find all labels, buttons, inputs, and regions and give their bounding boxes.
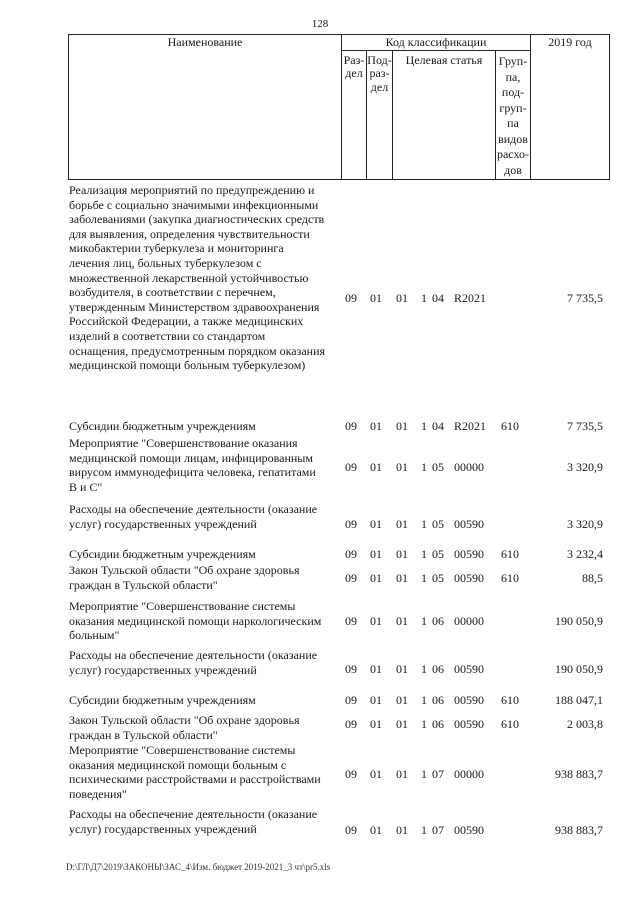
row-name-line: В и С" xyxy=(69,479,103,494)
header-top-border xyxy=(68,34,609,35)
code-razdel: 09 xyxy=(345,419,357,433)
code-event: 07 xyxy=(432,823,444,837)
code-subprogram: 1 xyxy=(421,517,427,531)
row-amount: 938 883,7 xyxy=(555,767,603,781)
row-amount: 190 050,9 xyxy=(555,662,603,676)
row-name xyxy=(69,743,344,801)
code-program: 01 xyxy=(396,614,408,628)
code-podrazdel: 01 xyxy=(370,823,382,837)
code-subprogram: 1 xyxy=(421,571,427,585)
row-name-line: услуг) государственных учреждений xyxy=(69,821,257,836)
code-razdel: 09 xyxy=(345,693,357,707)
row-name-line: услуг) государственных учреждений xyxy=(69,516,257,531)
row-name-line: оказания медицинской помощи больным с xyxy=(69,757,287,772)
code-program: 01 xyxy=(396,767,408,781)
row-name-line: утвержденным Министерством здравоохранения xyxy=(69,299,320,314)
row-name xyxy=(69,502,344,531)
code-program: 01 xyxy=(396,291,408,305)
row-name-line: Расходы на обеспечение деятельности (оказание xyxy=(69,807,318,821)
header-bottom-border xyxy=(68,179,609,180)
header-classification: Код классификации xyxy=(385,35,487,49)
code-razdel: 09 xyxy=(345,662,357,676)
code-program: 01 xyxy=(396,717,408,731)
row-name-line: Расходы на обеспечение деятельности (оказание xyxy=(69,502,318,516)
row-name xyxy=(69,807,344,836)
row-name xyxy=(69,599,344,643)
code-event: 05 xyxy=(432,547,444,561)
header-target-article: Целевая статья xyxy=(405,53,483,67)
code-subprogram: 1 xyxy=(421,291,427,305)
code-podrazdel: 01 xyxy=(370,419,382,433)
row-name-line: борьбе с социально значимыми инфекционными xyxy=(69,197,319,212)
row-name-line: множественной лекарственной устойчивостью xyxy=(69,270,309,285)
code-razdel: 09 xyxy=(345,823,357,837)
row-amount: 190 050,9 xyxy=(555,614,603,628)
code-subprogram: 1 xyxy=(421,419,427,433)
header-vline xyxy=(68,34,69,180)
code-razdel: 09 xyxy=(345,460,357,474)
row-name xyxy=(69,648,344,677)
code-event: 06 xyxy=(432,717,444,731)
code-podrazdel: 01 xyxy=(370,693,382,707)
code-event: 04 xyxy=(432,419,444,433)
header-vline xyxy=(392,50,393,180)
code-program: 01 xyxy=(396,419,408,433)
row-name-line: Закон Тульской области "Об охране здоровья xyxy=(69,713,300,727)
code-direction: 00000 xyxy=(454,614,484,628)
file-path-footer: D:\ГЛ\Д7\2019\ЗАКОНЫ\ЗАС_4\Изм. бюджет 2019-2021_3 чт\pr5.xls xyxy=(66,862,331,872)
code-podrazdel: 01 xyxy=(370,547,382,561)
code-direction: 00590 xyxy=(454,717,484,731)
row-name-line: граждан в Тульской области" xyxy=(69,577,218,592)
row-name-line: больным" xyxy=(69,628,120,643)
row-name xyxy=(69,419,344,434)
code-direction: 00590 xyxy=(454,571,484,585)
row-name-line: Расходы на обеспечение деятельности (оказание xyxy=(69,648,318,662)
code-program: 01 xyxy=(396,693,408,707)
row-name-line: изделий в соответствии со стандартом xyxy=(69,328,266,343)
code-direction: R2021 xyxy=(454,419,487,433)
code-direction: 00590 xyxy=(454,547,484,561)
header-razdel: Раз- дел xyxy=(343,53,365,81)
code-event: 04 xyxy=(432,291,444,305)
row-name-line: оснащения, предусмотренным порядком оказания xyxy=(69,343,326,358)
code-program: 01 xyxy=(396,517,408,531)
header-sub-border xyxy=(341,50,530,51)
row-name xyxy=(69,183,344,373)
code-subprogram: 1 xyxy=(421,717,427,731)
code-expense-type: 610 xyxy=(501,571,519,585)
code-event: 05 xyxy=(432,517,444,531)
row-name-line: Субсидии бюджетным учреждениям xyxy=(69,547,256,561)
code-direction: 00590 xyxy=(454,693,484,707)
code-podrazdel: 01 xyxy=(370,291,382,305)
row-name-line: Субсидии бюджетным учреждениям xyxy=(69,693,256,707)
row-amount: 3 320,9 xyxy=(567,517,603,531)
row-name-line: для выявления, определения чувствительности xyxy=(69,226,310,241)
code-program: 01 xyxy=(396,547,408,561)
header-podrazdel: Под- раз- дел xyxy=(367,53,392,94)
code-direction: 00590 xyxy=(454,517,484,531)
code-subprogram: 1 xyxy=(421,460,427,474)
code-event: 06 xyxy=(432,662,444,676)
code-podrazdel: 01 xyxy=(370,767,382,781)
code-podrazdel: 01 xyxy=(370,614,382,628)
header-name: Наименование xyxy=(167,35,243,49)
code-expense-type: 610 xyxy=(501,717,519,731)
code-razdel: 09 xyxy=(345,717,357,731)
page-number: 128 xyxy=(311,18,329,30)
code-subprogram: 1 xyxy=(421,662,427,676)
code-subprogram: 1 xyxy=(421,614,427,628)
row-name-line: Мероприятие "Совершенствование системы xyxy=(69,743,296,757)
code-program: 01 xyxy=(396,571,408,585)
row-name-line: медицинской помощи лицам, инфицированным xyxy=(69,450,313,465)
row-name-line: Закон Тульской области "Об охране здоровья xyxy=(69,563,300,577)
row-name xyxy=(69,563,344,592)
code-direction: R2021 xyxy=(454,291,487,305)
code-razdel: 09 xyxy=(345,517,357,531)
row-name-line: Российской Федерации, а также медицинских xyxy=(69,314,304,329)
code-direction: 00590 xyxy=(454,823,484,837)
row-name-line: лечения лиц, больных туберкулезом с xyxy=(69,255,262,270)
code-razdel: 09 xyxy=(345,614,357,628)
code-event: 07 xyxy=(432,767,444,781)
row-amount: 3 320,9 xyxy=(567,460,603,474)
header-year: 2019 год xyxy=(548,35,592,49)
row-name-line: Мероприятие "Совершенствование системы xyxy=(69,599,296,613)
row-amount: 7 735,5 xyxy=(567,291,603,305)
row-name-line: психическими расстройствами и расстройствами xyxy=(69,772,321,787)
row-name-line: Субсидии бюджетным учреждениям xyxy=(69,419,256,433)
code-subprogram: 1 xyxy=(421,547,427,561)
row-name-line: вирусом иммунодефицита человека, гепатитами xyxy=(69,465,316,480)
code-program: 01 xyxy=(396,460,408,474)
row-name-line: возбудителя, в соответствии с перечнем, xyxy=(69,285,276,300)
code-razdel: 09 xyxy=(345,291,357,305)
row-amount: 2 003,8 xyxy=(567,717,603,731)
row-name-line: поведения" xyxy=(69,786,127,801)
code-podrazdel: 01 xyxy=(370,460,382,474)
row-name-line: граждан в Тульской области" xyxy=(69,727,218,742)
code-expense-type: 610 xyxy=(501,547,519,561)
code-subprogram: 1 xyxy=(421,823,427,837)
row-amount: 938 883,7 xyxy=(555,823,603,837)
row-amount: 188 047,1 xyxy=(555,693,603,707)
row-name-line: Мероприятие "Совершенствование оказания xyxy=(69,436,298,450)
row-name-line: услуг) государственных учреждений xyxy=(69,662,257,677)
row-name-line: заболеваниями (закупка диагностических средств xyxy=(69,212,325,227)
code-subprogram: 1 xyxy=(421,693,427,707)
row-name xyxy=(69,713,344,742)
row-amount: 88,5 xyxy=(582,571,603,585)
code-direction: 00000 xyxy=(454,460,484,474)
code-event: 05 xyxy=(432,571,444,585)
row-name-line: Реализация мероприятий по предупреждению и xyxy=(69,183,315,197)
code-direction: 00590 xyxy=(454,662,484,676)
code-razdel: 09 xyxy=(345,571,357,585)
code-program: 01 xyxy=(396,823,408,837)
row-amount: 7 735,5 xyxy=(567,419,603,433)
code-event: 05 xyxy=(432,460,444,474)
code-podrazdel: 01 xyxy=(370,717,382,731)
row-name-line: медицинской помощи больным туберкулезом) xyxy=(69,358,306,373)
code-podrazdel: 01 xyxy=(370,517,382,531)
row-name-line: оказания медицинской помощи наркологическим xyxy=(69,613,322,628)
code-event: 06 xyxy=(432,614,444,628)
code-program: 01 xyxy=(396,662,408,676)
row-name xyxy=(69,436,344,494)
code-razdel: 09 xyxy=(345,547,357,561)
header-expense-group: Груп- па, под- груп- па видов расхо- дов xyxy=(496,54,530,177)
code-podrazdel: 01 xyxy=(370,662,382,676)
row-name-line: микобактерии туберкулеза и мониторинга xyxy=(69,241,284,256)
code-podrazdel: 01 xyxy=(370,571,382,585)
header-vline xyxy=(609,34,610,180)
code-event: 06 xyxy=(432,693,444,707)
code-razdel: 09 xyxy=(345,767,357,781)
code-direction: 00000 xyxy=(454,767,484,781)
row-name xyxy=(69,693,344,708)
code-expense-type: 610 xyxy=(501,693,519,707)
row-name xyxy=(69,547,344,562)
code-subprogram: 1 xyxy=(421,767,427,781)
row-amount: 3 232,4 xyxy=(567,547,603,561)
code-expense-type: 610 xyxy=(501,419,519,433)
header-vline xyxy=(530,34,531,180)
